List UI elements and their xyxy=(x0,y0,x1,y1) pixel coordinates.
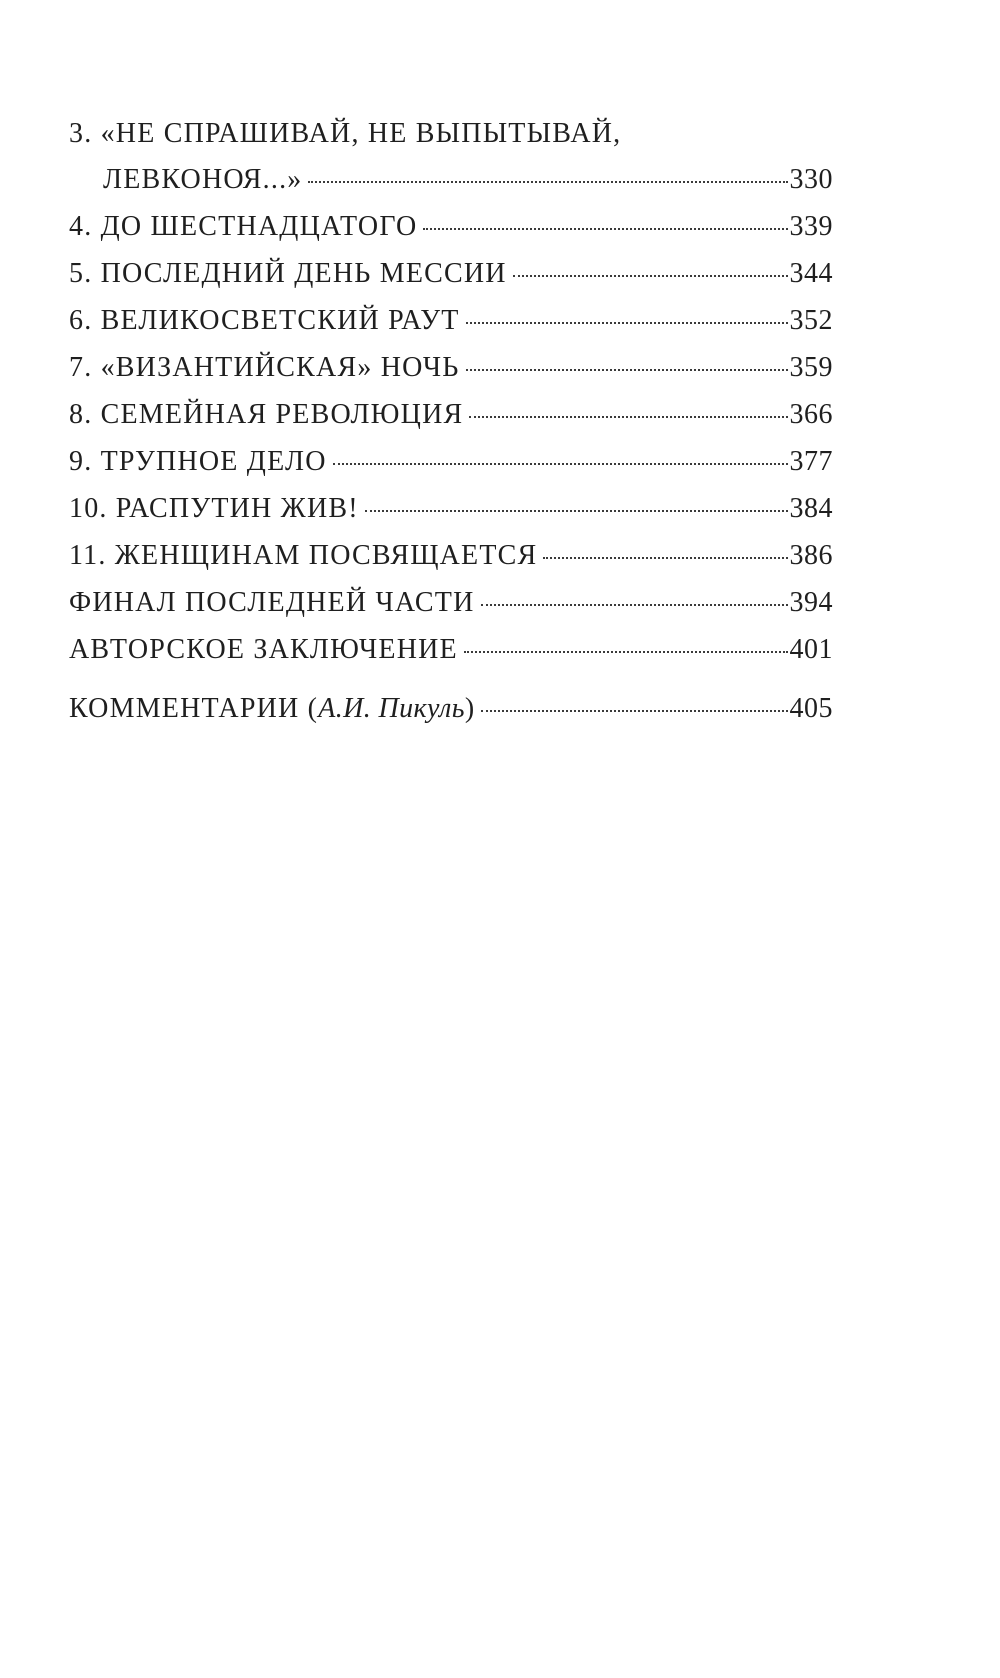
table-of-contents xyxy=(69,112,833,732)
toc-entry[interactable] xyxy=(69,626,833,673)
toc-entry-author: А.И. Пикуль xyxy=(318,693,465,724)
toc-page-number: 401 xyxy=(789,634,833,665)
dot-leader xyxy=(469,416,787,418)
toc-entry[interactable] xyxy=(69,391,833,438)
toc-page-number: 344 xyxy=(789,258,833,289)
toc-entry-title: 4. ДО ШЕСТНАДЦАТОГО xyxy=(69,211,418,242)
toc-entry-title: 7. «ВИЗАНТИЙСКАЯ» НОЧЬ xyxy=(69,352,460,383)
toc-entry-title: 8. СЕМЕЙНАЯ РЕВОЛЮЦИЯ xyxy=(69,399,464,430)
dot-leader xyxy=(543,557,787,559)
toc-entry-title: ФИНАЛ ПОСЛЕДНЕЙ ЧАСТИ xyxy=(69,587,475,618)
toc-page-number: 330 xyxy=(789,164,833,195)
toc-entry[interactable] xyxy=(69,438,833,485)
toc-entry[interactable] xyxy=(69,250,833,297)
toc-entry[interactable] xyxy=(69,203,833,250)
toc-page-number: 386 xyxy=(789,540,833,571)
toc-entry-title-close: ) xyxy=(464,693,476,724)
dot-leader xyxy=(481,710,787,712)
toc-page-number: 405 xyxy=(789,693,833,724)
dot-leader xyxy=(333,463,788,465)
toc-entry-title: АВТОРСКОЕ ЗАКЛЮЧЕНИЕ xyxy=(69,634,458,665)
toc-page-number: 366 xyxy=(789,399,833,430)
toc-entry-title-continued: ЛЕВКОНОЯ...» xyxy=(103,164,303,195)
dot-leader xyxy=(365,510,788,512)
toc-entry-title: 10. РАСПУТИН ЖИВ! xyxy=(69,493,359,524)
toc-page-number: 359 xyxy=(789,352,833,383)
toc-entry-comments[interactable] xyxy=(69,685,833,732)
toc-entry[interactable] xyxy=(69,297,833,344)
toc-page-number: 384 xyxy=(789,493,833,524)
toc-entry[interactable] xyxy=(69,579,833,626)
toc-entry-title xyxy=(69,685,475,732)
dot-leader xyxy=(513,275,788,277)
dot-leader xyxy=(464,651,788,653)
dot-leader xyxy=(308,181,787,183)
toc-entry-title: 11. ЖЕНЩИНАМ ПОСВЯЩАЕТСЯ xyxy=(69,540,538,571)
toc-page-number: 352 xyxy=(789,305,833,336)
toc-entry-title: 3. «НЕ СПРАШИВАЙ, НЕ ВЫПЫТЫВАЙ, xyxy=(69,118,622,149)
toc-entry-title: 9. ТРУПНОЕ ДЕЛО xyxy=(69,446,327,477)
dot-leader xyxy=(481,604,788,606)
toc-entry-title: 6. ВЕЛИКОСВЕТСКИЙ РАУТ xyxy=(69,305,460,336)
toc-entry[interactable] xyxy=(69,112,833,203)
dot-leader xyxy=(466,369,788,371)
toc-page-number: 377 xyxy=(789,446,833,477)
toc-entry[interactable] xyxy=(69,532,833,579)
toc-entry[interactable] xyxy=(69,485,833,532)
toc-page-number: 394 xyxy=(789,587,833,618)
toc-page-number: 339 xyxy=(789,211,833,242)
toc-entry[interactable] xyxy=(69,344,833,391)
toc-entry-title: 5. ПОСЛЕДНИЙ ДЕНЬ МЕССИИ xyxy=(69,258,507,289)
dot-leader xyxy=(466,322,788,324)
toc-entry-title-text: КОММЕНТАРИИ ( xyxy=(69,693,319,724)
dot-leader xyxy=(423,228,787,230)
